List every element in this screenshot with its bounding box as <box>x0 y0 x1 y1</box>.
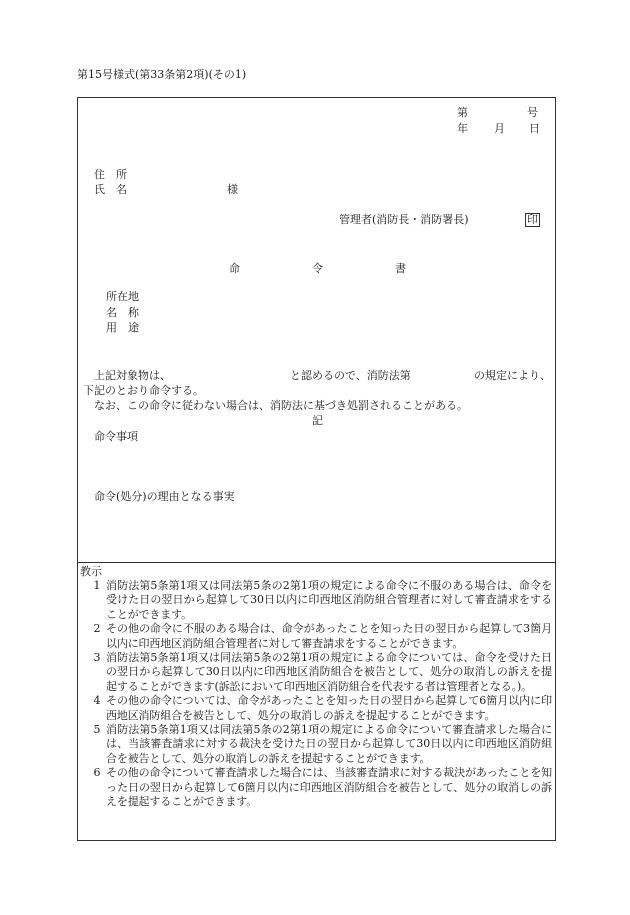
date-day: 日 <box>529 122 540 135</box>
notice-item-number: 3 <box>93 651 101 665</box>
notice-item-number: 6 <box>93 766 101 780</box>
ki-mark: 記 <box>312 414 323 427</box>
notice-item-number: 2 <box>93 622 101 636</box>
notice-item-number: 5 <box>93 723 101 737</box>
notice-title: 教示 <box>80 565 102 578</box>
notice-item <box>88 651 552 694</box>
title-char-3: 書 <box>395 262 406 275</box>
notice-item <box>88 622 552 651</box>
body-line1-b: と認めるので、消防法第 <box>290 369 411 382</box>
title-char-1: 命 <box>229 262 240 275</box>
notice-item-text: その他の命令については、命令があったことを知った日の翌日から起算して6箇月以内に印西地区消防組合を被告として、処分の取消しの訴えを提起することができます。 <box>106 694 552 722</box>
target-name-label: 名 称 <box>106 306 139 319</box>
notice-item-text: その他の命令について審査請求した場合には、当該審査請求に対する裁決があったことを知った日の翌日から起算して6箇月以内に印西地区消防組合を被告として、処分の取消しの訴えを提起することができます。 <box>106 766 552 809</box>
issuer-title: 管理者(消防長・消防署長) <box>339 213 469 226</box>
body-line1-c: の規定により、 <box>474 369 551 382</box>
doc-number-dai: 第 <box>457 106 468 119</box>
notice-item <box>88 766 552 809</box>
notice-divider <box>77 562 556 563</box>
seal-text: 印 <box>527 213 538 226</box>
title-char-2: 令 <box>312 262 323 275</box>
use-label: 用 途 <box>106 321 139 334</box>
name-label: 氏 名 <box>94 183 127 196</box>
notice-item-text: 消防法第5条第1項又は同法第5条の2第1項の規定による命令について審査請求した場合には、当該審査請求に対する裁決を受けた日の翌日から起算して30日以内に印西地区消防組合を被告として、処分の取消しの訴えを提起することができます。 <box>106 723 552 765</box>
body-line3: なお、この命令に従わない場合は、消防法に基づき処罰されることがある。 <box>94 399 468 412</box>
date-year: 年 <box>457 122 468 135</box>
reason-label: 命令(処分)の理由となる事実 <box>94 490 235 503</box>
notice-item-number: 1 <box>93 579 101 592</box>
honorific: 様 <box>227 183 238 196</box>
notice-item-text: 消防法第5条第1項又は同法第5条の2第1項の規定による命令に不服のある場合は、命令を受けた日の翌日から起算して30日以内に印西地区消防組合管理者に対して審査請求をすることができます。 <box>106 579 552 621</box>
notice-item-text: 消防法第5条第1項又は同法第5条の2第1項の規定による命令については、命令を受けた日の翌日から起算して30日以内に印西地区消防組合を被告として、処分の取消しの訴えを提起することができます(訴訟において印西地区消防組合を代表する者は管理者となる。)。 <box>106 651 552 693</box>
notice-item-text: その他の命令に不服のある場合は、命令があったことを知った日の翌日から起算して3箇月以内に印西地区消防組合管理者に対して審査請求をすることができます。 <box>106 622 552 650</box>
notice-item <box>88 694 552 723</box>
order-items-label: 命令事項 <box>94 430 138 443</box>
notice-section <box>80 565 552 810</box>
notice-item <box>88 579 552 622</box>
seal-mark <box>525 213 540 227</box>
body-line1-a: 上記対象物は、 <box>94 369 171 382</box>
notice-item <box>88 723 552 766</box>
date-month: 月 <box>494 122 505 135</box>
doc-number-go: 号 <box>527 106 538 119</box>
location-label: 所在地 <box>106 290 139 303</box>
address-label: 住 所 <box>94 168 127 181</box>
body-line2: 下記のとおり命令する。 <box>83 384 204 397</box>
form-label: 第15号様式(第33条第2項)(その1) <box>77 68 247 81</box>
notice-item-number: 4 <box>93 694 101 708</box>
